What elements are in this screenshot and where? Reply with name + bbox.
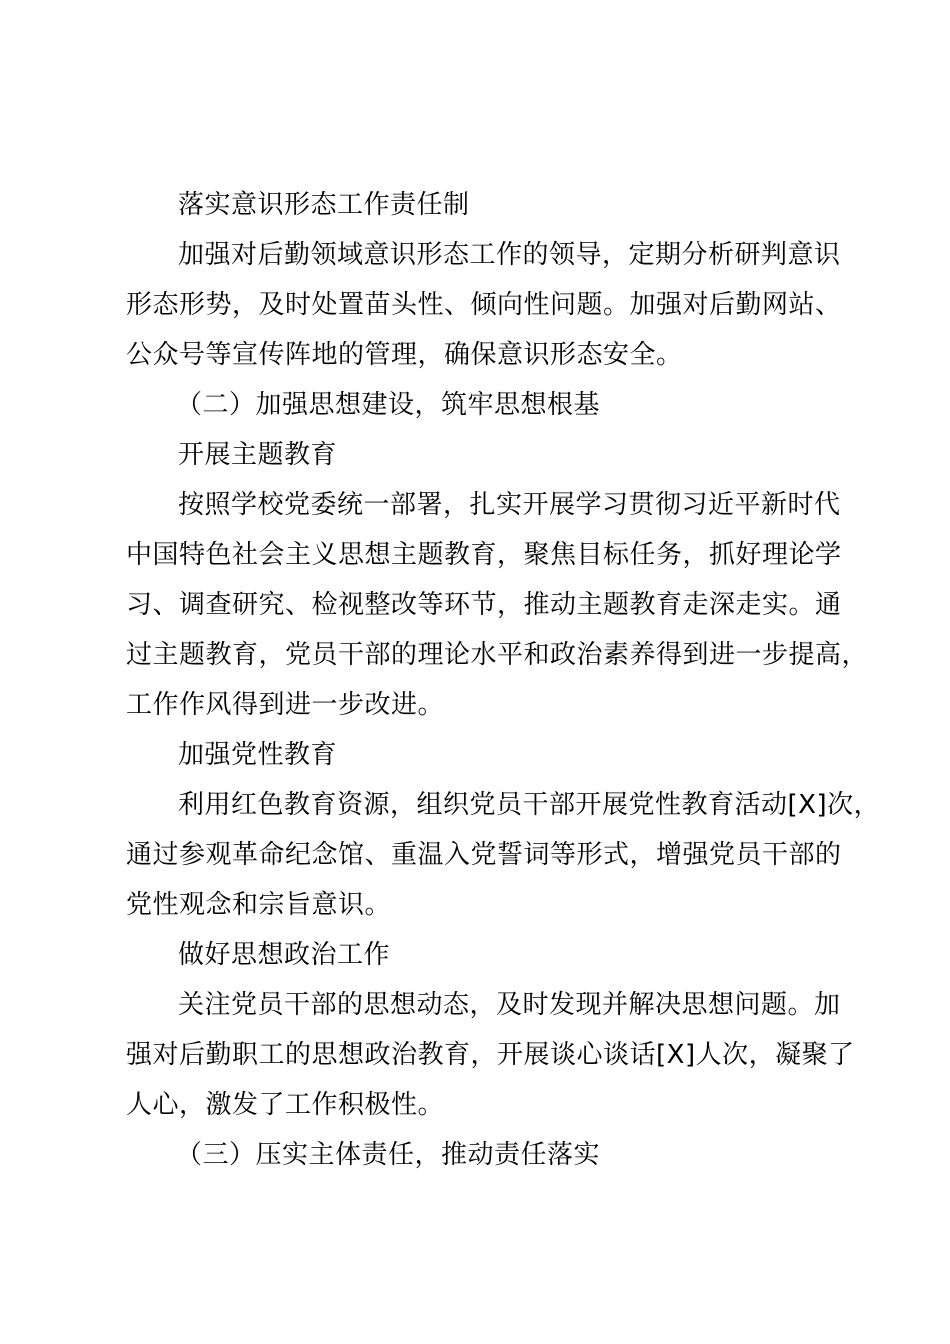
paragraph-line: 利用红色教育资源，组织党员干部开展党性教育活动[X]次， — [178, 790, 881, 820]
paragraph-line: 过主题教育，党员干部的理论水平和政治素养得到进一步提高， — [126, 640, 869, 670]
paragraph-line: 习、调查研究、检视整改等环节，推动主题教育走深走实。通 — [126, 590, 842, 620]
paragraph-line: 强对后勤职工的思想政治教育，开展谈心谈话[X]人次，凝聚了 — [126, 1040, 855, 1070]
paragraph-line: 党性观念和宗旨意识。 — [126, 890, 392, 920]
paragraph-line: 工作作风得到进一步改进。 — [126, 690, 445, 720]
subheading-ideological-political-work: 做好思想政治工作 — [178, 940, 391, 970]
paragraph-line: 按照学校党委统一部署，扎实开展学习贯彻习近平新时代 — [178, 490, 841, 520]
subheading-party-spirit-education: 加强党性教育 — [178, 740, 338, 770]
paragraph-line: 人心，激发了工作积极性。 — [126, 1090, 445, 1120]
paragraph-line: 关注党员干部的思想动态，及时发现并解决思想问题。加 — [178, 990, 841, 1020]
section-heading-3: （三）压实主体责任，推动责任落实 — [176, 1140, 601, 1170]
section-heading-2: （二）加强思想建设，筑牢思想根基 — [176, 390, 601, 420]
paragraph-line: 加强对后勤领域意识形态工作的领导，定期分析研判意识 — [178, 240, 841, 270]
paragraph-line: 公众号等宣传阵地的管理，确保意识形态安全。 — [126, 340, 683, 370]
paragraph-line: 通过参观革命纪念馆、重温入党誓词等形式，增强党员干部的 — [126, 840, 842, 870]
paragraph-line: 中国特色社会主义思想主题教育，聚焦目标任务，抓好理论学 — [126, 540, 842, 570]
subheading-ideology-responsibility: 落实意识形态工作责任制 — [178, 190, 470, 220]
subheading-theme-education: 开展主题教育 — [178, 440, 338, 470]
paragraph-line: 形态形势，及时处置苗头性、倾向性问题。加强对后勤网站、 — [126, 290, 842, 320]
